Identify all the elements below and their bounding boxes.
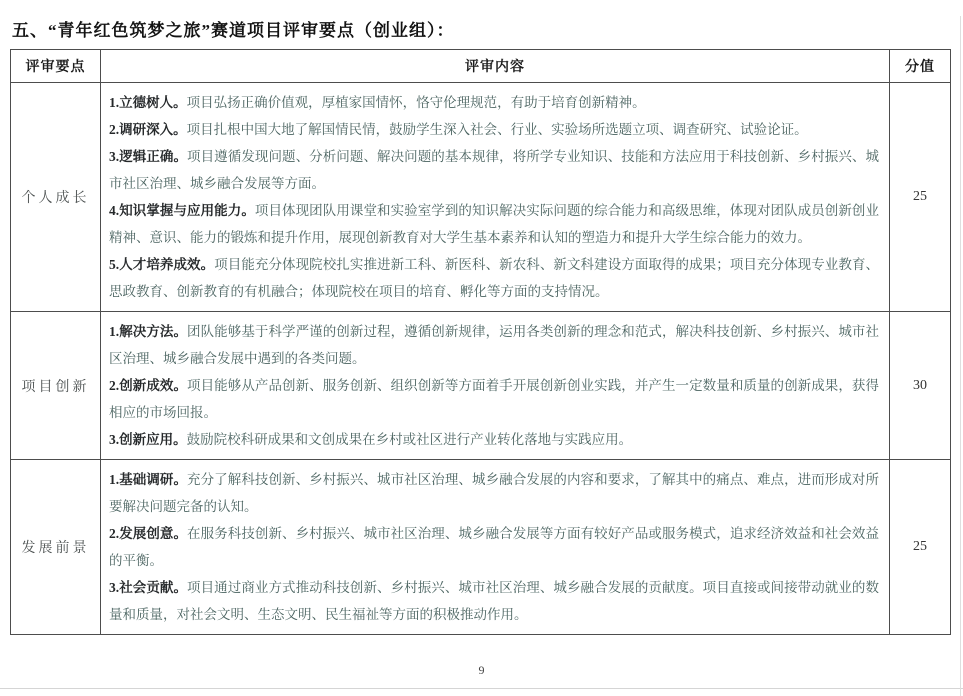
item-text: 项目弘扬正确价值观，厚植家国情怀，恪守伦理规范，有助于培育创新精神。 <box>186 95 646 110</box>
criterion-cell: 发展前景 <box>11 460 101 635</box>
item-text: 项目扎根中国大地了解国情民情，鼓励学生深入社会、行业、实验场所选题立项、调查研究、试验论证。 <box>186 122 808 137</box>
page-title: 五、“青年红色筑梦之旅”赛道项目评审要点（创业组）： <box>12 21 455 40</box>
item-lead-label: 3.创新应用。 <box>109 432 187 447</box>
page-edge-bottom-line <box>0 688 963 689</box>
item-lead-label: 1.解决方法。 <box>109 324 188 339</box>
item-lead-label: 2.创新成效。 <box>109 378 188 393</box>
item-lead-label: 3.逻辑正确。 <box>109 149 188 164</box>
criterion-item <box>109 520 879 574</box>
item-lead-label: 2.发展创意。 <box>109 526 188 541</box>
item-lead-label: 3.社会贡献。 <box>109 580 188 595</box>
score-cell: 30 <box>890 312 951 460</box>
score-cell: 25 <box>890 460 951 635</box>
criterion-item <box>109 143 879 197</box>
criterion-item <box>109 372 879 426</box>
item-text: 鼓励院校科研成果和文创成果在乡村或社区进行产业转化落地与实践应用。 <box>186 432 633 447</box>
item-text: 项目遵循发现问题、分析问题、解决问题的基本规律，将所学专业知识、技能和方法应用于科技创新、乡村振兴、城市社区治理、城乡融合发展等方面。 <box>109 149 880 191</box>
criterion-item <box>109 574 879 628</box>
content-cell <box>101 83 890 312</box>
item-text: 在服务科技创新、乡村振兴、城市社区治理、城乡融合发展等方面有较好产品或服务模式，追求经济效益和社会效益的平衡。 <box>109 526 880 568</box>
score-cell: 25 <box>890 83 951 312</box>
criterion-item <box>109 426 879 453</box>
item-lead-label: 1.基础调研。 <box>109 472 188 487</box>
table-row <box>11 312 951 460</box>
page-number: 9 <box>478 663 485 677</box>
table-row <box>11 83 951 312</box>
item-text: 充分了解科技创新、乡村振兴、城市社区治理、城乡融合发展的内容和要求，了解其中的痛点、难点，进而形成对所要解决问题完备的认知。 <box>109 472 880 514</box>
item-lead-label: 2.调研深入。 <box>109 122 187 137</box>
content-cell <box>101 460 890 635</box>
item-lead-label: 4.知识掌握与应用能力。 <box>109 203 255 218</box>
item-text: 项目能够从产品创新、服务创新、组织创新等方面着手开展创新创业实践，并产生一定数量和质量的创新成果，获得相应的市场回报。 <box>109 378 880 420</box>
page-edge-right-line <box>960 16 961 696</box>
item-lead-label: 5.人才培养成效。 <box>109 257 215 272</box>
criterion-item <box>109 116 879 143</box>
criterion-item <box>109 89 879 116</box>
review-criteria-table <box>10 49 951 635</box>
criterion-item <box>109 466 879 520</box>
header-criterion: 评审要点 <box>11 50 101 83</box>
criterion-item <box>109 251 879 305</box>
header-content: 评审内容 <box>101 50 890 83</box>
content-cell <box>101 312 890 460</box>
criterion-item <box>109 318 879 372</box>
item-text: 团队能够基于科学严谨的创新过程，遵循创新规律，运用各类创新的理念和范式，解决科技创新、乡村振兴、城市社区治理、城乡融合发展中遇到的各类问题。 <box>109 324 880 366</box>
criterion-cell: 项目创新 <box>11 312 101 460</box>
header-score: 分值 <box>890 50 951 83</box>
item-lead-label: 1.立德树人。 <box>109 95 187 110</box>
table-body <box>11 83 951 635</box>
item-text: 项目能充分体现院校扎实推进新工科、新医科、新农科、新文科建设方面取得的成果；项目充分体现专业教育、思政教育、创新教育的有机融合；体现院校在项目的培育、孵化等方面的支持情况。 <box>109 257 880 299</box>
item-text: 项目体现团队用课堂和实验室学到的知识解决实际问题的综合能力和高级思维，体现对团队成员创新创业精神、意识、能力的锻炼和提升作用，展现创新教育对大学生基本素养和认知的塑造力和提升大学生综合能力的效力。 <box>109 203 880 245</box>
criterion-item <box>109 197 879 251</box>
table-header-row <box>11 50 951 83</box>
item-text: 项目通过商业方式推动科技创新、乡村振兴、城市社区治理、城乡融合发展的贡献度。项目直接或间接带动就业的数量和质量，对社会文明、生态文明、民生福祉等方面的积极推动作用。 <box>109 580 880 622</box>
table-row <box>11 460 951 635</box>
criterion-cell: 个人成长 <box>11 83 101 312</box>
